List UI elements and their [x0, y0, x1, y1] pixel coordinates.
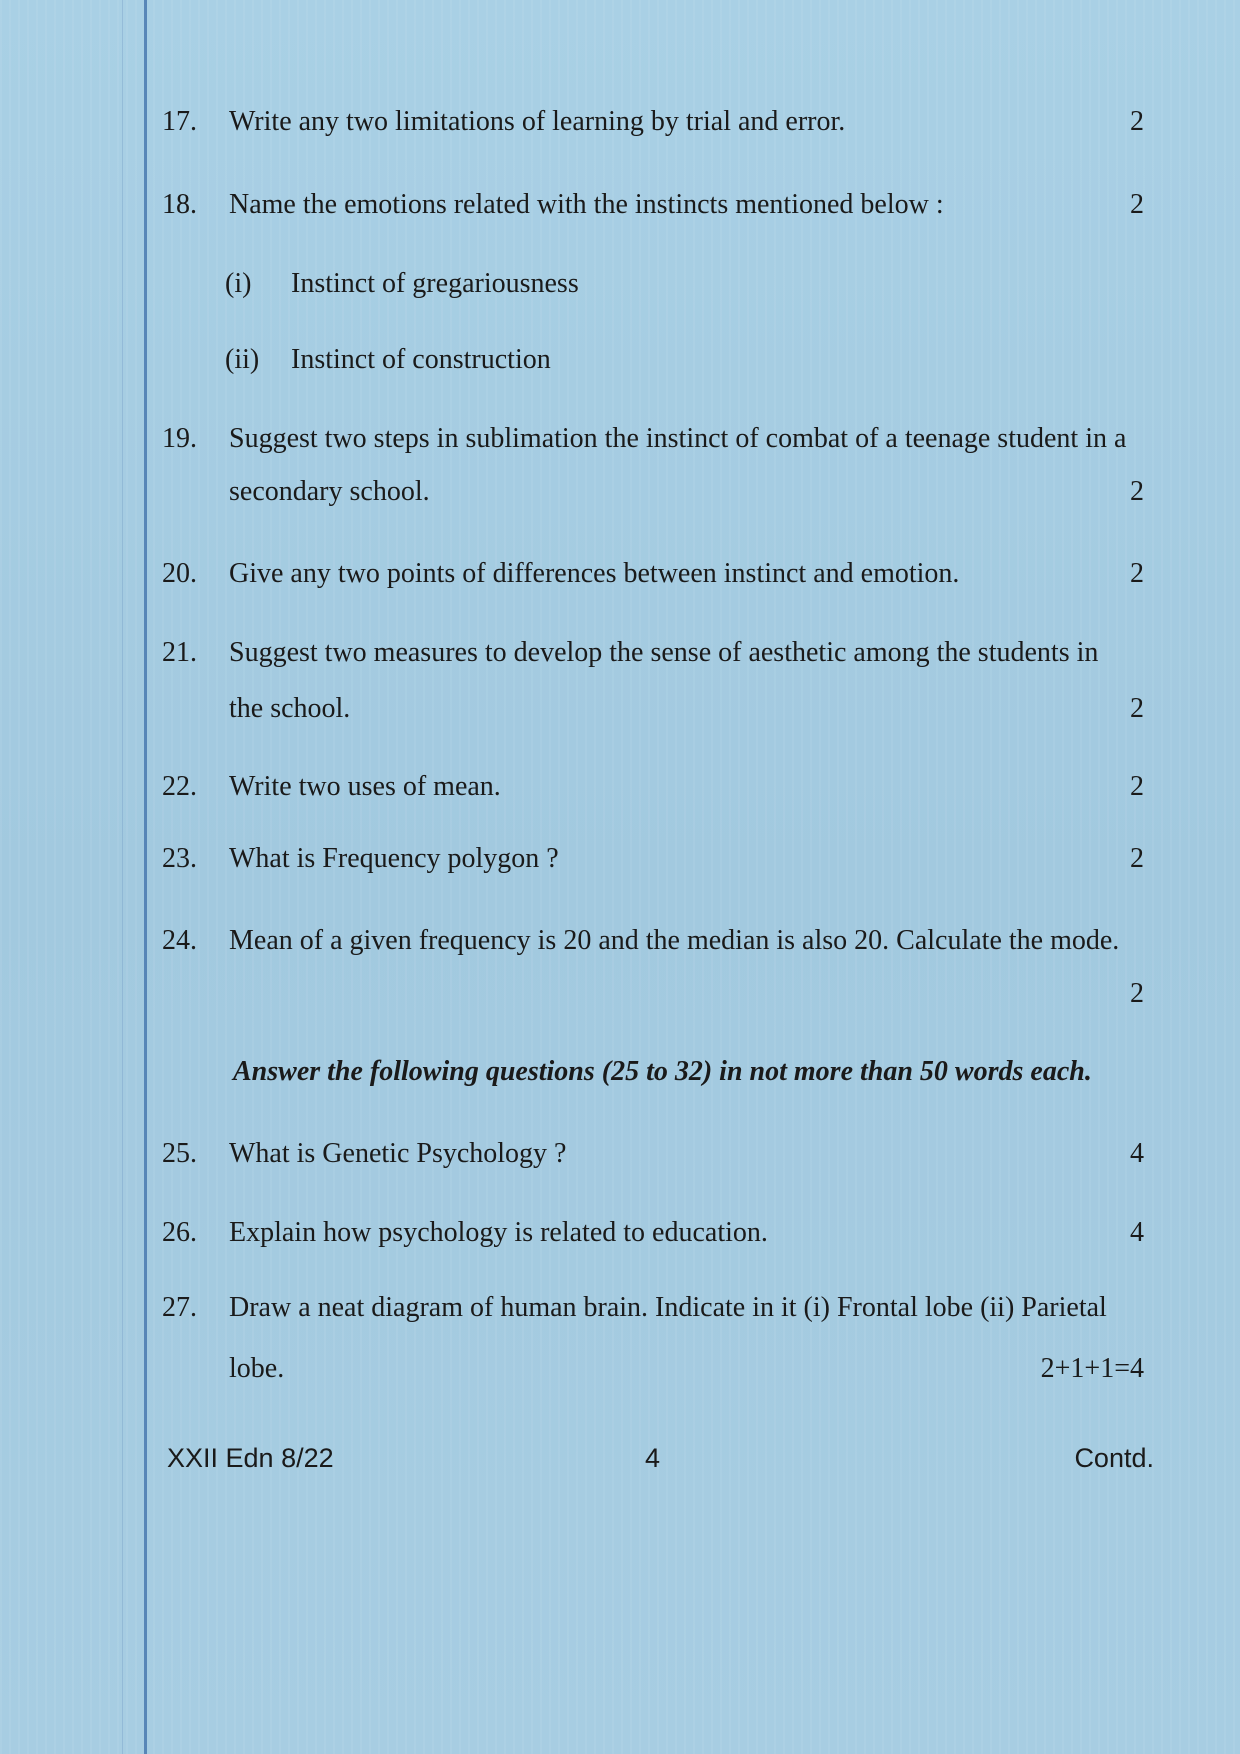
question-number: 17.: [162, 106, 197, 137]
question-text-line2: secondary school.: [229, 476, 430, 507]
question-text: What is Frequency polygon ?: [229, 843, 559, 874]
footer-code: XXII Edn 8/22: [167, 1443, 334, 1473]
question-text-line1: Suggest two steps in sublimation the instinct of combat of a teenage student in a: [229, 423, 1127, 454]
question-text-line1: Suggest two measures to develop the sense of aesthetic among the students in: [229, 637, 1099, 668]
question-text-line1: Draw a neat diagram of human brain. Indicate in it (i) Frontal lobe (ii) Parietal: [229, 1292, 1107, 1323]
margin-line: [144, 0, 147, 1754]
question-text-line2: lobe.: [229, 1353, 285, 1384]
question-marks: 4: [1130, 1138, 1144, 1169]
question-marks: 2: [1130, 771, 1144, 802]
question-number: 20.: [162, 558, 197, 589]
question-text: Name the emotions related with the instincts mentioned below :: [229, 189, 944, 220]
question-marks: 2: [1130, 693, 1144, 724]
question-marks: 2: [1130, 978, 1144, 1009]
margin-line-faint: [122, 0, 123, 1754]
question-marks: 2: [1130, 843, 1144, 874]
question-number: 26.: [162, 1217, 197, 1248]
question-number: 24.: [162, 925, 197, 956]
question-marks: 4: [1130, 1217, 1144, 1248]
question-marks: 2: [1130, 106, 1144, 137]
question-text-line2: the school.: [229, 693, 351, 724]
question-text: Give any two points of differences between instinct and emotion.: [229, 558, 960, 589]
question-number: 25.: [162, 1138, 197, 1169]
question-text: Mean of a given frequency is 20 and the median is also 20. Calculate the mode.: [229, 925, 1120, 956]
question-text: Write any two limitations of learning by trial and error.: [229, 106, 846, 137]
question-number: 23.: [162, 843, 197, 874]
question-marks: 2: [1130, 476, 1144, 507]
sub-item-label: (i): [225, 268, 252, 299]
question-number: 19.: [162, 423, 197, 454]
question-marks: 2+1+1=4: [1040, 1353, 1144, 1384]
footer-contd: Contd.: [1074, 1443, 1154, 1473]
question-marks: 2: [1130, 189, 1144, 220]
sub-item-text: Instinct of gregariousness: [291, 268, 579, 299]
question-number: 18.: [162, 189, 197, 220]
sub-item-label: (ii): [225, 344, 260, 375]
question-number: 21.: [162, 637, 197, 668]
footer-page-number: 4: [645, 1443, 661, 1473]
section-instruction: Answer the following questions (25 to 32) in not more than 50 words each.: [233, 1056, 1092, 1087]
question-number: 22.: [162, 771, 197, 802]
question-number: 27.: [162, 1292, 197, 1323]
sub-item-text: Instinct of construction: [291, 344, 551, 375]
question-text: Explain how psychology is related to education.: [229, 1217, 768, 1248]
question-marks: 2: [1130, 558, 1144, 589]
question-text: What is Genetic Psychology ?: [229, 1138, 567, 1169]
question-text: Write two uses of mean.: [229, 771, 501, 802]
